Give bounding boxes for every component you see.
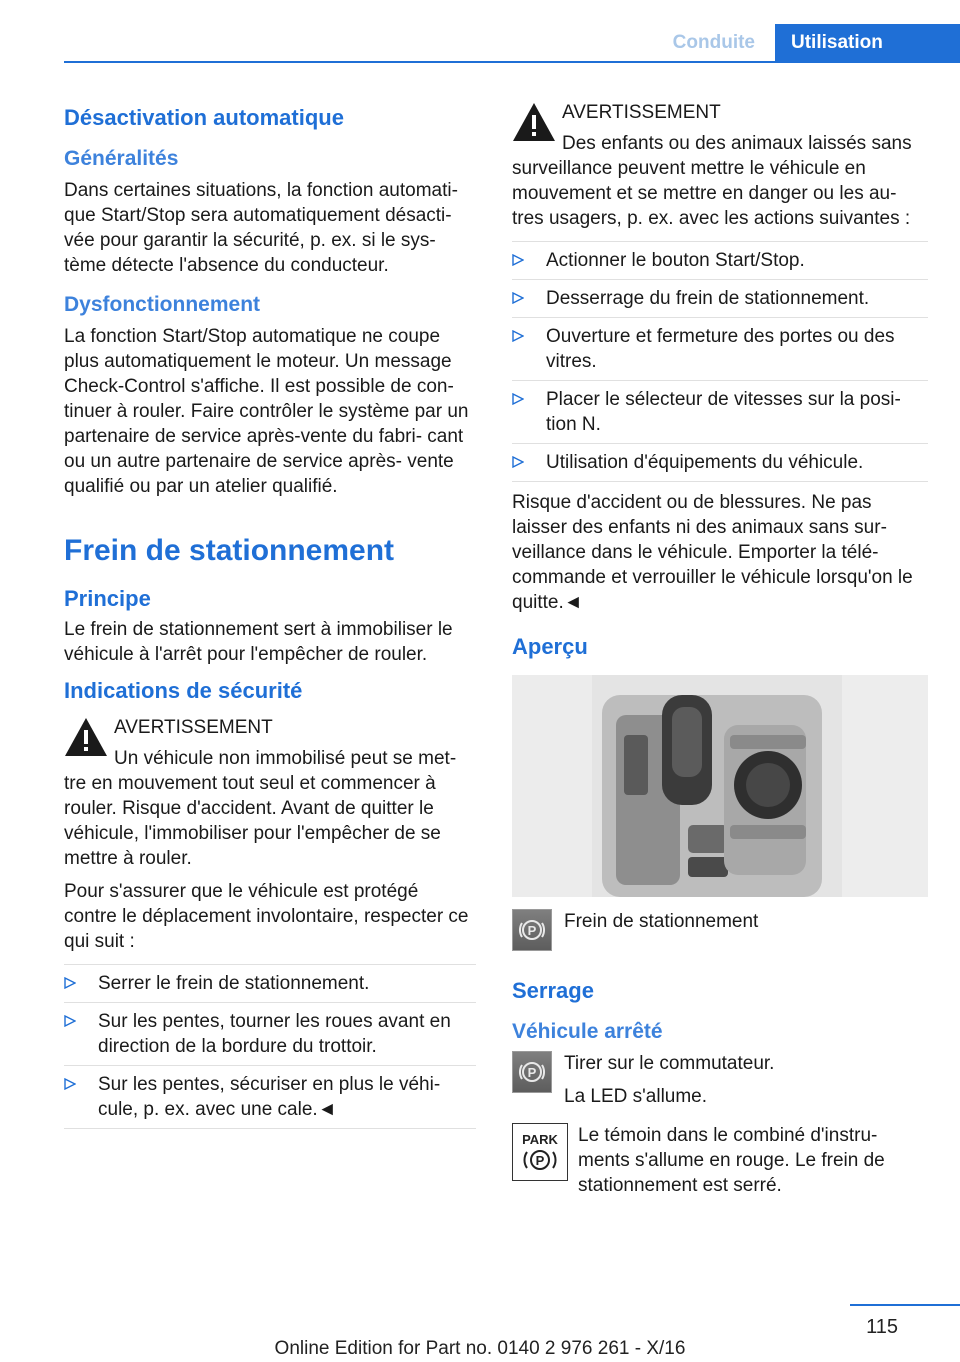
parking-brake-icon	[512, 1051, 552, 1093]
warning-block-left	[64, 715, 476, 871]
subheading-generalites: Généralités	[64, 147, 179, 170]
paragraph-risque: Risque d'accident ou de blessures. Ne pas laisser des enfants ni des animaux sans sur‐ veillance dans le véhicule. Emporter la télé‐ commande et verrouiller le véhicule lorsqu'on le quitte.◄	[512, 492, 913, 613]
instruction-led: La LED s'allume.	[564, 1086, 708, 1107]
bullet-triangle-icon	[512, 330, 524, 342]
tab-utilisation[interactable]: Utilisation	[775, 24, 960, 62]
paragraph-temoin: Le témoin dans le combiné d'instru‐ ments s'allume en rouge. Le frein de stationnement est serré.	[578, 1125, 885, 1196]
list-item-text: Serrer le frein de stationnement.	[98, 973, 370, 994]
paragraph-assurer: Pour s'assurer que le véhicule est protégé contre le déplacement involontaire, respecter ce qui suit :	[64, 881, 469, 952]
warning-triangle-icon	[512, 102, 556, 142]
list-item	[64, 1066, 476, 1129]
tab-conduite[interactable]: Conduite	[653, 24, 775, 62]
warning-body-left: Un véhicule non immobilisé peut se met‐ tre en mouvement tout seul et commencer à rouler. Risque d'accident. Avant de quitter le véhicule, l'immobiliser pour l'empêcher de se mettre à rouler.	[64, 748, 457, 869]
warning-block-right	[512, 100, 928, 231]
warning-triangle-icon	[64, 717, 108, 757]
svg-text:P: P	[535, 1153, 545, 1168]
list-item-text: Placer le sélecteur de vitesses sur la posi‐ tion N.	[546, 389, 901, 435]
caption-row-frein	[512, 909, 928, 955]
list-item	[512, 280, 928, 318]
svg-text:P: P	[527, 1065, 537, 1080]
section-title-auto: Désactivation automatique	[64, 105, 344, 130]
parking-brake-icon	[512, 909, 552, 951]
footer-rule	[850, 1304, 960, 1306]
list-item	[512, 318, 928, 381]
bullet-triangle-icon	[64, 977, 76, 989]
list-item	[64, 1003, 476, 1066]
paragraph-dysfonction: La fonction Start/Stop automatique ne coupe plus automatiquement le moteur. Un message Check-Control s'affiche. Il est possible de con‐ tinuer à rouler. Faire contrôler le système par un partenaire de service après-vente du fabri‐ cant ou un autre partenaire de service après- vente qualifié ou par un atelier qualifié.	[64, 326, 469, 497]
heading-serrage: Serrage	[512, 978, 594, 1003]
list-item-text: Actionner le bouton Start/Stop.	[546, 250, 805, 271]
indicator-row-park	[512, 1123, 928, 1198]
page-number: 115	[866, 1316, 898, 1338]
caption-frein: Frein de stationnement	[564, 911, 759, 932]
console-illustration	[512, 675, 928, 897]
list-item-text: Sur les pentes, tourner les roues avant en direction de la bordure du trottoir.	[98, 1011, 451, 1057]
list-item	[64, 965, 476, 1003]
park-indicator-label: PARK	[522, 1132, 558, 1147]
bullet-triangle-icon	[512, 456, 524, 468]
right-column	[512, 100, 928, 1208]
instruction-tirer: Tirer sur le commutateur.	[564, 1053, 775, 1074]
heading-principe: Principe	[64, 586, 151, 611]
warning-title-right: AVERTISSEMENT	[562, 102, 721, 123]
bullet-triangle-icon	[64, 1015, 76, 1027]
list-item-text: Desserrage du frein de stationnement.	[546, 288, 870, 309]
instruction-row-tirer	[512, 1051, 928, 1109]
warning-title-left: AVERTISSEMENT	[114, 717, 273, 738]
bullet-triangle-icon	[64, 1078, 76, 1090]
paragraph-generalites: Dans certaines situations, la fonction automati‐ que Start/Stop sera automatiquement désacti‐ vée pour garantir la sécurité, p. ex. si le sys‐ tème détecte l'absence du conducteur.	[64, 180, 458, 276]
bullet-triangle-icon	[512, 393, 524, 405]
bullet-list-left	[64, 964, 476, 1129]
console-photo	[512, 675, 928, 897]
bullet-list-right	[512, 241, 928, 482]
heading-securite: Indications de sécurité	[64, 678, 303, 703]
edition-line: Online Edition for Part no. 0140 2 976 261 - X/16	[274, 1338, 686, 1359]
list-item	[512, 242, 928, 280]
paragraph-principe: Le frein de stationnement sert à immobiliser le véhicule à l'arrêt pour l'empêcher de rouler.	[64, 619, 453, 665]
chapter-title-frein: Frein de stationnement	[64, 534, 395, 567]
bullet-triangle-icon	[512, 292, 524, 304]
list-item-text: Ouverture et fermeture des portes ou des vitres.	[546, 326, 895, 372]
heading-apercu: Aperçu	[512, 634, 588, 659]
list-item-text: Sur les pentes, sécuriser en plus le véhi‐ cule, p. ex. avec une cale.◄	[98, 1074, 441, 1120]
svg-text:P: P	[527, 923, 537, 938]
bullet-triangle-icon	[512, 254, 524, 266]
list-item	[512, 381, 928, 444]
warning-body-right: Des enfants ou des animaux laissés sans surveillance peuvent mettre le véhicule en mouvement et se mettre en danger ou les au‐ tres usagers, p. ex. avec les actions suivantes :	[512, 133, 912, 229]
subheading-arrete: Véhicule arrêté	[512, 1020, 663, 1043]
list-item-text: Utilisation d'équipements du véhicule.	[546, 452, 864, 473]
header-rule	[64, 61, 960, 63]
subheading-dysfonction: Dysfonctionnement	[64, 293, 261, 316]
header-tabs	[653, 24, 960, 62]
park-indicator-icon	[512, 1123, 568, 1181]
left-column	[64, 100, 476, 1137]
list-item	[512, 444, 928, 482]
